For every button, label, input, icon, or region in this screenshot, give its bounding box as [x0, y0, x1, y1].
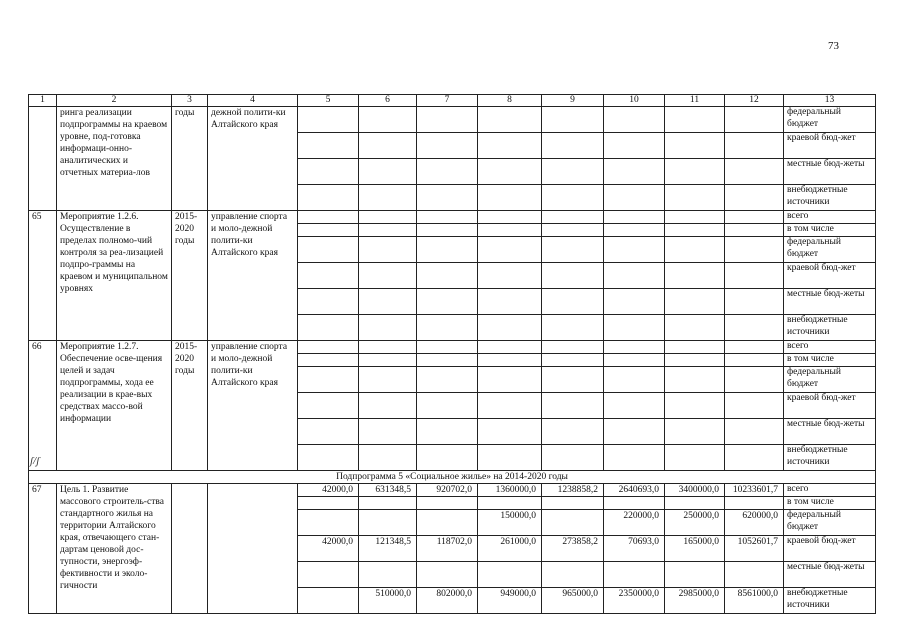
column-header: 6 — [359, 95, 417, 107]
handwritten-mark: ʃ/ʃ — [30, 455, 40, 467]
funding-source: всего — [784, 484, 876, 497]
value-cell — [478, 341, 542, 354]
value-cell — [298, 107, 359, 133]
value-cell — [665, 159, 725, 185]
value-cell — [604, 562, 665, 588]
value-cell — [604, 107, 665, 133]
value-cell — [665, 419, 725, 445]
value-cell — [478, 354, 542, 367]
value-cell — [542, 445, 604, 471]
column-header: 13 — [784, 95, 876, 107]
value-cell — [665, 263, 725, 289]
value-cell — [725, 263, 784, 289]
value-cell — [417, 263, 478, 289]
value-cell — [359, 107, 417, 133]
value-cell: 802000,0 — [417, 588, 478, 614]
value-cell — [725, 211, 784, 224]
subprogram-row — [29, 471, 876, 484]
value-cell — [417, 289, 478, 315]
item-years: годы — [172, 107, 208, 211]
item-name: Цель 1. Развитие массового строитель-ства стандартного жилья на территории Алтайского края, отвечающего стан-дартам ценовой дос-тупности, энергоэф-фективности и эколо-гичности — [57, 484, 172, 614]
value-cell: 1360000,0 — [478, 484, 542, 497]
column-header: 10 — [604, 95, 665, 107]
value-cell — [725, 497, 784, 510]
funding-source: местные бюд-жеты — [784, 419, 876, 445]
funding-source: федеральный бюджет — [784, 107, 876, 133]
funding-source: внебюджетные источники — [784, 315, 876, 341]
item-executor: управление спорта и моло-дежной полити-ки Алтайского края — [208, 211, 298, 341]
funding-source: федеральный бюджет — [784, 367, 876, 393]
funding-source: в том числе — [784, 354, 876, 367]
item-executor: управление спорта и моло-дежной полити-ки Алтайского края — [208, 341, 298, 471]
value-cell: 10233601,7 — [725, 484, 784, 497]
value-cell — [359, 237, 417, 263]
table-row — [29, 484, 876, 497]
value-cell — [359, 367, 417, 393]
item-name: Мероприятие 1.2.6. Осуществление в пределах полномо-чий контроля за реа-лизацией подпро-граммы на краевом и муниципальном уровнях — [57, 211, 172, 341]
value-cell — [665, 107, 725, 133]
value-cell — [298, 315, 359, 341]
value-cell: 920702,0 — [417, 484, 478, 497]
value-cell — [604, 315, 665, 341]
value-cell: 949000,0 — [478, 588, 542, 614]
item-number: 65 — [29, 211, 57, 341]
value-cell — [604, 354, 665, 367]
value-cell — [298, 510, 359, 536]
column-header: 5 — [298, 95, 359, 107]
value-cell — [604, 393, 665, 419]
value-cell: 2350000,0 — [604, 588, 665, 614]
value-cell — [417, 133, 478, 159]
value-cell — [298, 159, 359, 185]
value-cell — [478, 159, 542, 185]
value-cell — [359, 419, 417, 445]
value-cell — [604, 341, 665, 354]
value-cell — [359, 445, 417, 471]
item-executor: дежной полити-ки Алтайского края — [208, 107, 298, 211]
value-cell — [604, 497, 665, 510]
value-cell — [478, 185, 542, 211]
table-row — [29, 211, 876, 224]
value-cell — [298, 497, 359, 510]
value-cell — [359, 315, 417, 341]
value-cell — [725, 159, 784, 185]
value-cell — [298, 445, 359, 471]
funding-source: внебюджетные источники — [784, 445, 876, 471]
value-cell — [604, 133, 665, 159]
value-cell — [359, 341, 417, 354]
value-cell — [359, 263, 417, 289]
value-cell: 273858,2 — [542, 536, 604, 562]
value-cell — [478, 107, 542, 133]
column-header: 4 — [208, 95, 298, 107]
funding-source: краевой бюд-жет — [784, 133, 876, 159]
value-cell — [604, 185, 665, 211]
value-cell — [417, 341, 478, 354]
value-cell — [359, 562, 417, 588]
value-cell — [478, 562, 542, 588]
value-cell — [604, 237, 665, 263]
value-cell — [298, 289, 359, 315]
value-cell — [665, 315, 725, 341]
funding-source: внебюджетные источники — [784, 185, 876, 211]
value-cell — [417, 107, 478, 133]
value-cell — [417, 237, 478, 263]
value-cell — [725, 393, 784, 419]
value-cell — [359, 159, 417, 185]
value-cell — [665, 211, 725, 224]
value-cell — [725, 341, 784, 354]
value-cell — [725, 445, 784, 471]
funding-source: в том числе — [784, 224, 876, 237]
value-cell — [298, 224, 359, 237]
value-cell — [359, 497, 417, 510]
value-cell — [542, 562, 604, 588]
value-cell — [298, 263, 359, 289]
table-row — [29, 107, 876, 133]
value-cell: 42000,0 — [298, 484, 359, 497]
value-cell — [665, 341, 725, 354]
value-cell — [359, 211, 417, 224]
funding-source: всего — [784, 341, 876, 354]
value-cell — [604, 263, 665, 289]
value-cell — [604, 419, 665, 445]
value-cell — [417, 510, 478, 536]
value-cell — [604, 211, 665, 224]
value-cell — [298, 185, 359, 211]
column-header: 9 — [542, 95, 604, 107]
value-cell — [478, 393, 542, 419]
value-cell — [359, 185, 417, 211]
value-cell: 261000,0 — [478, 536, 542, 562]
value-cell: 165000,0 — [665, 536, 725, 562]
value-cell — [478, 289, 542, 315]
value-cell — [665, 367, 725, 393]
value-cell — [298, 133, 359, 159]
value-cell: 2640693,0 — [604, 484, 665, 497]
value-cell — [359, 133, 417, 159]
value-cell — [542, 263, 604, 289]
value-cell — [604, 159, 665, 185]
funding-source: федеральный бюджет — [784, 237, 876, 263]
value-cell — [725, 367, 784, 393]
value-cell — [298, 237, 359, 263]
value-cell — [298, 419, 359, 445]
value-cell — [478, 419, 542, 445]
funding-source: краевой бюд-жет — [784, 263, 876, 289]
value-cell — [665, 224, 725, 237]
value-cell — [298, 393, 359, 419]
value-cell: 620000,0 — [725, 510, 784, 536]
value-cell — [725, 289, 784, 315]
column-header: 11 — [665, 95, 725, 107]
value-cell — [417, 497, 478, 510]
value-cell — [665, 133, 725, 159]
funding-source: всего — [784, 211, 876, 224]
value-cell — [478, 367, 542, 393]
value-cell — [665, 237, 725, 263]
value-cell — [542, 133, 604, 159]
item-years — [172, 484, 208, 614]
value-cell — [478, 497, 542, 510]
column-header: 2 — [57, 95, 172, 107]
value-cell — [417, 445, 478, 471]
funding-source: краевой бюд-жет — [784, 393, 876, 419]
value-cell — [417, 354, 478, 367]
value-cell: 70693,0 — [604, 536, 665, 562]
value-cell — [417, 367, 478, 393]
value-cell — [725, 185, 784, 211]
value-cell — [542, 367, 604, 393]
value-cell — [542, 159, 604, 185]
item-number: 66 — [29, 341, 57, 471]
value-cell — [542, 211, 604, 224]
item-number: 67 — [29, 484, 57, 614]
value-cell: 118702,0 — [417, 536, 478, 562]
value-cell — [417, 419, 478, 445]
value-cell — [542, 315, 604, 341]
funding-source: внебюджетные источники — [784, 588, 876, 614]
item-years: 2015-2020 годы — [172, 211, 208, 341]
funding-source: местные бюд-жеты — [784, 289, 876, 315]
value-cell: 3400000,0 — [665, 484, 725, 497]
page-number: 73 — [828, 40, 839, 52]
funding-source: в том числе — [784, 497, 876, 510]
item-name: Мероприятие 1.2.7. Обеспечение осве-щения целей и задач подпрограммы, хода ее реализации в крае-вых средствах массо-вой информации — [57, 341, 172, 471]
value-cell — [542, 185, 604, 211]
value-cell — [417, 393, 478, 419]
value-cell — [298, 211, 359, 224]
value-cell — [298, 354, 359, 367]
value-cell — [725, 354, 784, 367]
value-cell: 250000,0 — [665, 510, 725, 536]
value-cell — [604, 367, 665, 393]
column-header: 1 — [29, 95, 57, 107]
value-cell — [604, 224, 665, 237]
value-cell — [298, 367, 359, 393]
value-cell — [478, 224, 542, 237]
value-cell — [359, 393, 417, 419]
item-number — [29, 107, 57, 211]
value-cell — [604, 445, 665, 471]
value-cell — [542, 354, 604, 367]
value-cell: 1238858,2 — [542, 484, 604, 497]
value-cell — [478, 263, 542, 289]
value-cell — [359, 224, 417, 237]
funding-source: краевой бюд-жет — [784, 536, 876, 562]
value-cell — [725, 419, 784, 445]
value-cell — [478, 133, 542, 159]
value-cell — [665, 393, 725, 419]
value-cell: 631348,5 — [359, 484, 417, 497]
column-header: 7 — [417, 95, 478, 107]
funding-source: местные бюд-жеты — [784, 562, 876, 588]
item-name: ринга реализации подпрограммы на краевом уровне, под-готовка информаци-онно-аналитических и отчетных материа-лов — [57, 107, 172, 211]
value-cell — [478, 315, 542, 341]
value-cell — [478, 211, 542, 224]
value-cell — [417, 185, 478, 211]
funding-source: федеральный бюджет — [784, 510, 876, 536]
value-cell — [542, 510, 604, 536]
value-cell: 8561000,0 — [725, 588, 784, 614]
value-cell — [298, 588, 359, 614]
value-cell — [417, 315, 478, 341]
table-row — [29, 341, 876, 354]
column-header: 3 — [172, 95, 208, 107]
value-cell — [417, 159, 478, 185]
budget-table — [28, 94, 876, 614]
item-years: 2015-2020 годы — [172, 341, 208, 471]
value-cell — [417, 224, 478, 237]
value-cell — [665, 562, 725, 588]
value-cell — [725, 237, 784, 263]
value-cell: 150000,0 — [478, 510, 542, 536]
value-cell — [665, 354, 725, 367]
value-cell — [665, 497, 725, 510]
value-cell — [359, 354, 417, 367]
value-cell — [417, 211, 478, 224]
value-cell — [542, 393, 604, 419]
value-cell: 965000,0 — [542, 588, 604, 614]
value-cell — [665, 289, 725, 315]
column-header: 8 — [478, 95, 542, 107]
value-cell — [542, 289, 604, 315]
header-row — [29, 95, 876, 107]
value-cell: 1052601,7 — [725, 536, 784, 562]
value-cell — [725, 562, 784, 588]
value-cell — [542, 237, 604, 263]
value-cell: 2985000,0 — [665, 588, 725, 614]
value-cell — [298, 562, 359, 588]
value-cell — [417, 562, 478, 588]
value-cell: 510000,0 — [359, 588, 417, 614]
subprogram-title: Подпрограмма 5 «Социальное жилье» на 2014-2020 годы — [29, 471, 876, 484]
value-cell: 121348,5 — [359, 536, 417, 562]
value-cell — [725, 224, 784, 237]
value-cell: 42000,0 — [298, 536, 359, 562]
value-cell — [359, 289, 417, 315]
item-executor — [208, 484, 298, 614]
value-cell — [542, 224, 604, 237]
value-cell — [478, 237, 542, 263]
value-cell — [478, 445, 542, 471]
value-cell — [298, 341, 359, 354]
value-cell — [725, 107, 784, 133]
value-cell — [542, 107, 604, 133]
value-cell — [542, 419, 604, 445]
value-cell — [665, 185, 725, 211]
value-cell — [665, 445, 725, 471]
value-cell — [542, 341, 604, 354]
value-cell — [604, 289, 665, 315]
column-header: 12 — [725, 95, 784, 107]
value-cell — [725, 315, 784, 341]
value-cell — [725, 133, 784, 159]
funding-source: местные бюд-жеты — [784, 159, 876, 185]
value-cell — [542, 497, 604, 510]
value-cell — [359, 510, 417, 536]
value-cell: 220000,0 — [604, 510, 665, 536]
